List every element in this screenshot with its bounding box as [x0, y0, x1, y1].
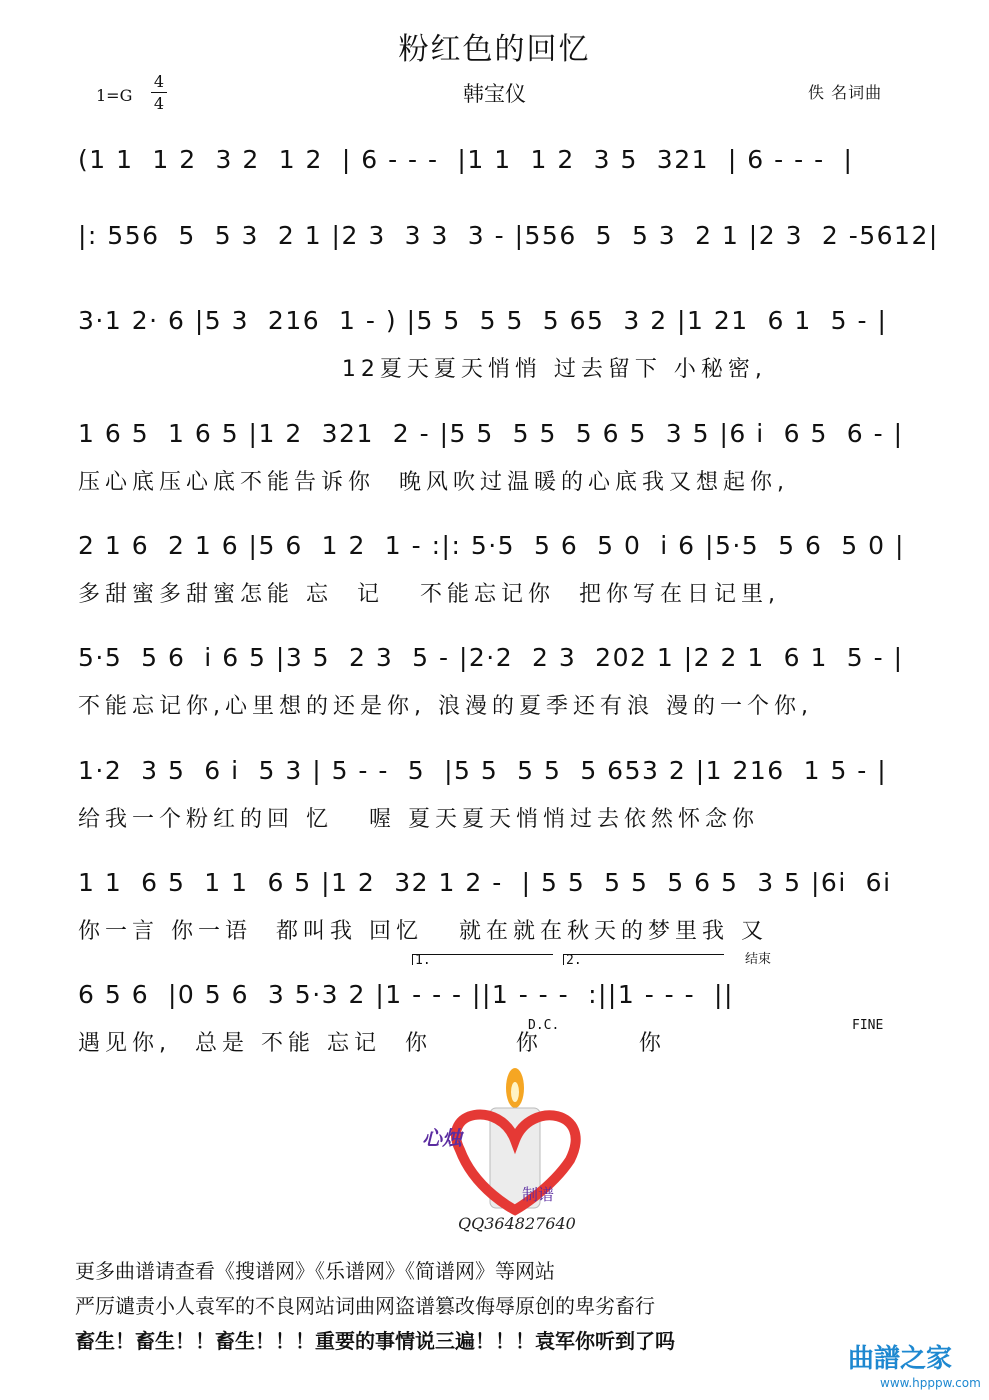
notation-line: 5·5 5 6 i 6 5 |3 5 2 3 5 - |2·2 2 3 202 1 |2 2 1 6 1 5 - | [78, 643, 904, 672]
notation-line: 1 1 6 5 1 1 6 5 |1 2 32 1 2 - | 5 5 5 5 5 6 5 3 5 |6i 6i [78, 868, 892, 897]
lyric-line: 不能忘记你,心里想的还是你, 浪漫的夏季还有浪 漫的一个你, [78, 694, 813, 719]
logo-qq: QQ364827640 [458, 1214, 576, 1233]
first-ending-bracket [412, 953, 553, 968]
notation-line: 1·2 3 5 6 i 5 3 | 5 - - 5 |5 5 5 5 5 653 2 |1 216 1 5 - | [78, 756, 888, 785]
fine-marker: FINE [852, 1018, 884, 1033]
score-row-8 [78, 866, 908, 944]
score-row-7 [78, 754, 908, 832]
logo [420, 1060, 620, 1240]
credit-line: 佚 名词曲 [808, 83, 883, 102]
notation-line: (1 1 1 2 3 2 1 2 | 6 - - - |1 1 1 2 3 5 321 | 6 - - - | [78, 145, 854, 174]
lyric-line: 12夏天夏天悄悄 过去留下 小秘密, [78, 357, 767, 382]
score-row-5 [78, 529, 908, 607]
end-label: 结束 [745, 952, 772, 967]
score-row-6 [78, 641, 908, 719]
song-title: 粉红色的回忆 [398, 32, 591, 67]
logo-side-text: 制谱 [522, 1185, 555, 1204]
watermark-url: www.hpppw.com [880, 1376, 981, 1390]
lyric-line: 压心底压心底不能告诉你 晚风吹过温暖的心底我又想起你, [78, 470, 789, 495]
notation-line: 2 1 6 2 1 6 |5 6 1 2 1 - :|: 5·5 5 6 5 0 i 6 |5·5 5 6 5 0 | [78, 531, 905, 560]
notation-line: 3·1 2· 6 |5 3 216 1 - ) |5 5 5 5 5 65 3 2 |1 21 6 1 5 - | [78, 306, 888, 335]
notation-line: |: 556 5 5 3 2 1 |2 3 3 3 3 - |556 5 5 3 2 1 |2 3 2 -5612| [78, 221, 939, 250]
lyric-line: 遇见你, 总是 不能 忘记 你 你 你 [78, 1031, 666, 1056]
footer-line-1: 更多曲谱请查看《搜谱网》《乐谱网》《简谱网》等网站 [75, 1259, 555, 1283]
score-row-1 [78, 143, 908, 193]
score-row-3 [78, 304, 908, 382]
second-ending-bracket [563, 953, 724, 968]
notation-line: 6 5 6 |0 5 6 3 5·3 2 |1 - - - ||1 - - - :||1 - - - || [78, 980, 734, 1009]
lyric-line: 多甜蜜多甜蜜怎能 忘 记 不能忘记你 把你写在日记里, [78, 582, 780, 607]
score-row-9 [78, 978, 908, 1056]
first-ending-label: 1. [415, 953, 431, 968]
logo-top-text: 心烛 [422, 1126, 462, 1150]
watermark-logo: 曲譜之家 [848, 1344, 953, 1374]
score-row-4 [78, 417, 908, 495]
footer-line-3: 畜生！畜生！！畜生！！！重要的事情说三遍！！！袁军你听到了吗 [75, 1329, 675, 1353]
second-ending-label: 2. [566, 953, 582, 968]
time-sig-bottom: 4 [153, 94, 165, 113]
lyric-line: 你一言 你一语 都叫我 回忆 就在就在秋天的梦里我 又 [78, 919, 768, 944]
score-row-2 [78, 219, 939, 269]
key-signature: 1=G [96, 86, 133, 105]
footer-line-2: 严厉谴责小人袁军的不良网站词曲网盗谱篡改侮辱原创的卑劣畜行 [75, 1294, 655, 1318]
lyric-line: 给我一个粉红的回 忆 喔 夏天夏天悄悄过去依然怀念你 [78, 807, 759, 832]
dc-marker: D.C. [528, 1018, 560, 1033]
notation-line: 1 6 5 1 6 5 |1 2 321 2 - |5 5 5 5 5 6 5 3 5 |6 i 6 5 6 - | [78, 419, 904, 448]
singer-name: 韩宝仪 [463, 82, 526, 106]
time-sig-top: 4 [153, 72, 165, 91]
